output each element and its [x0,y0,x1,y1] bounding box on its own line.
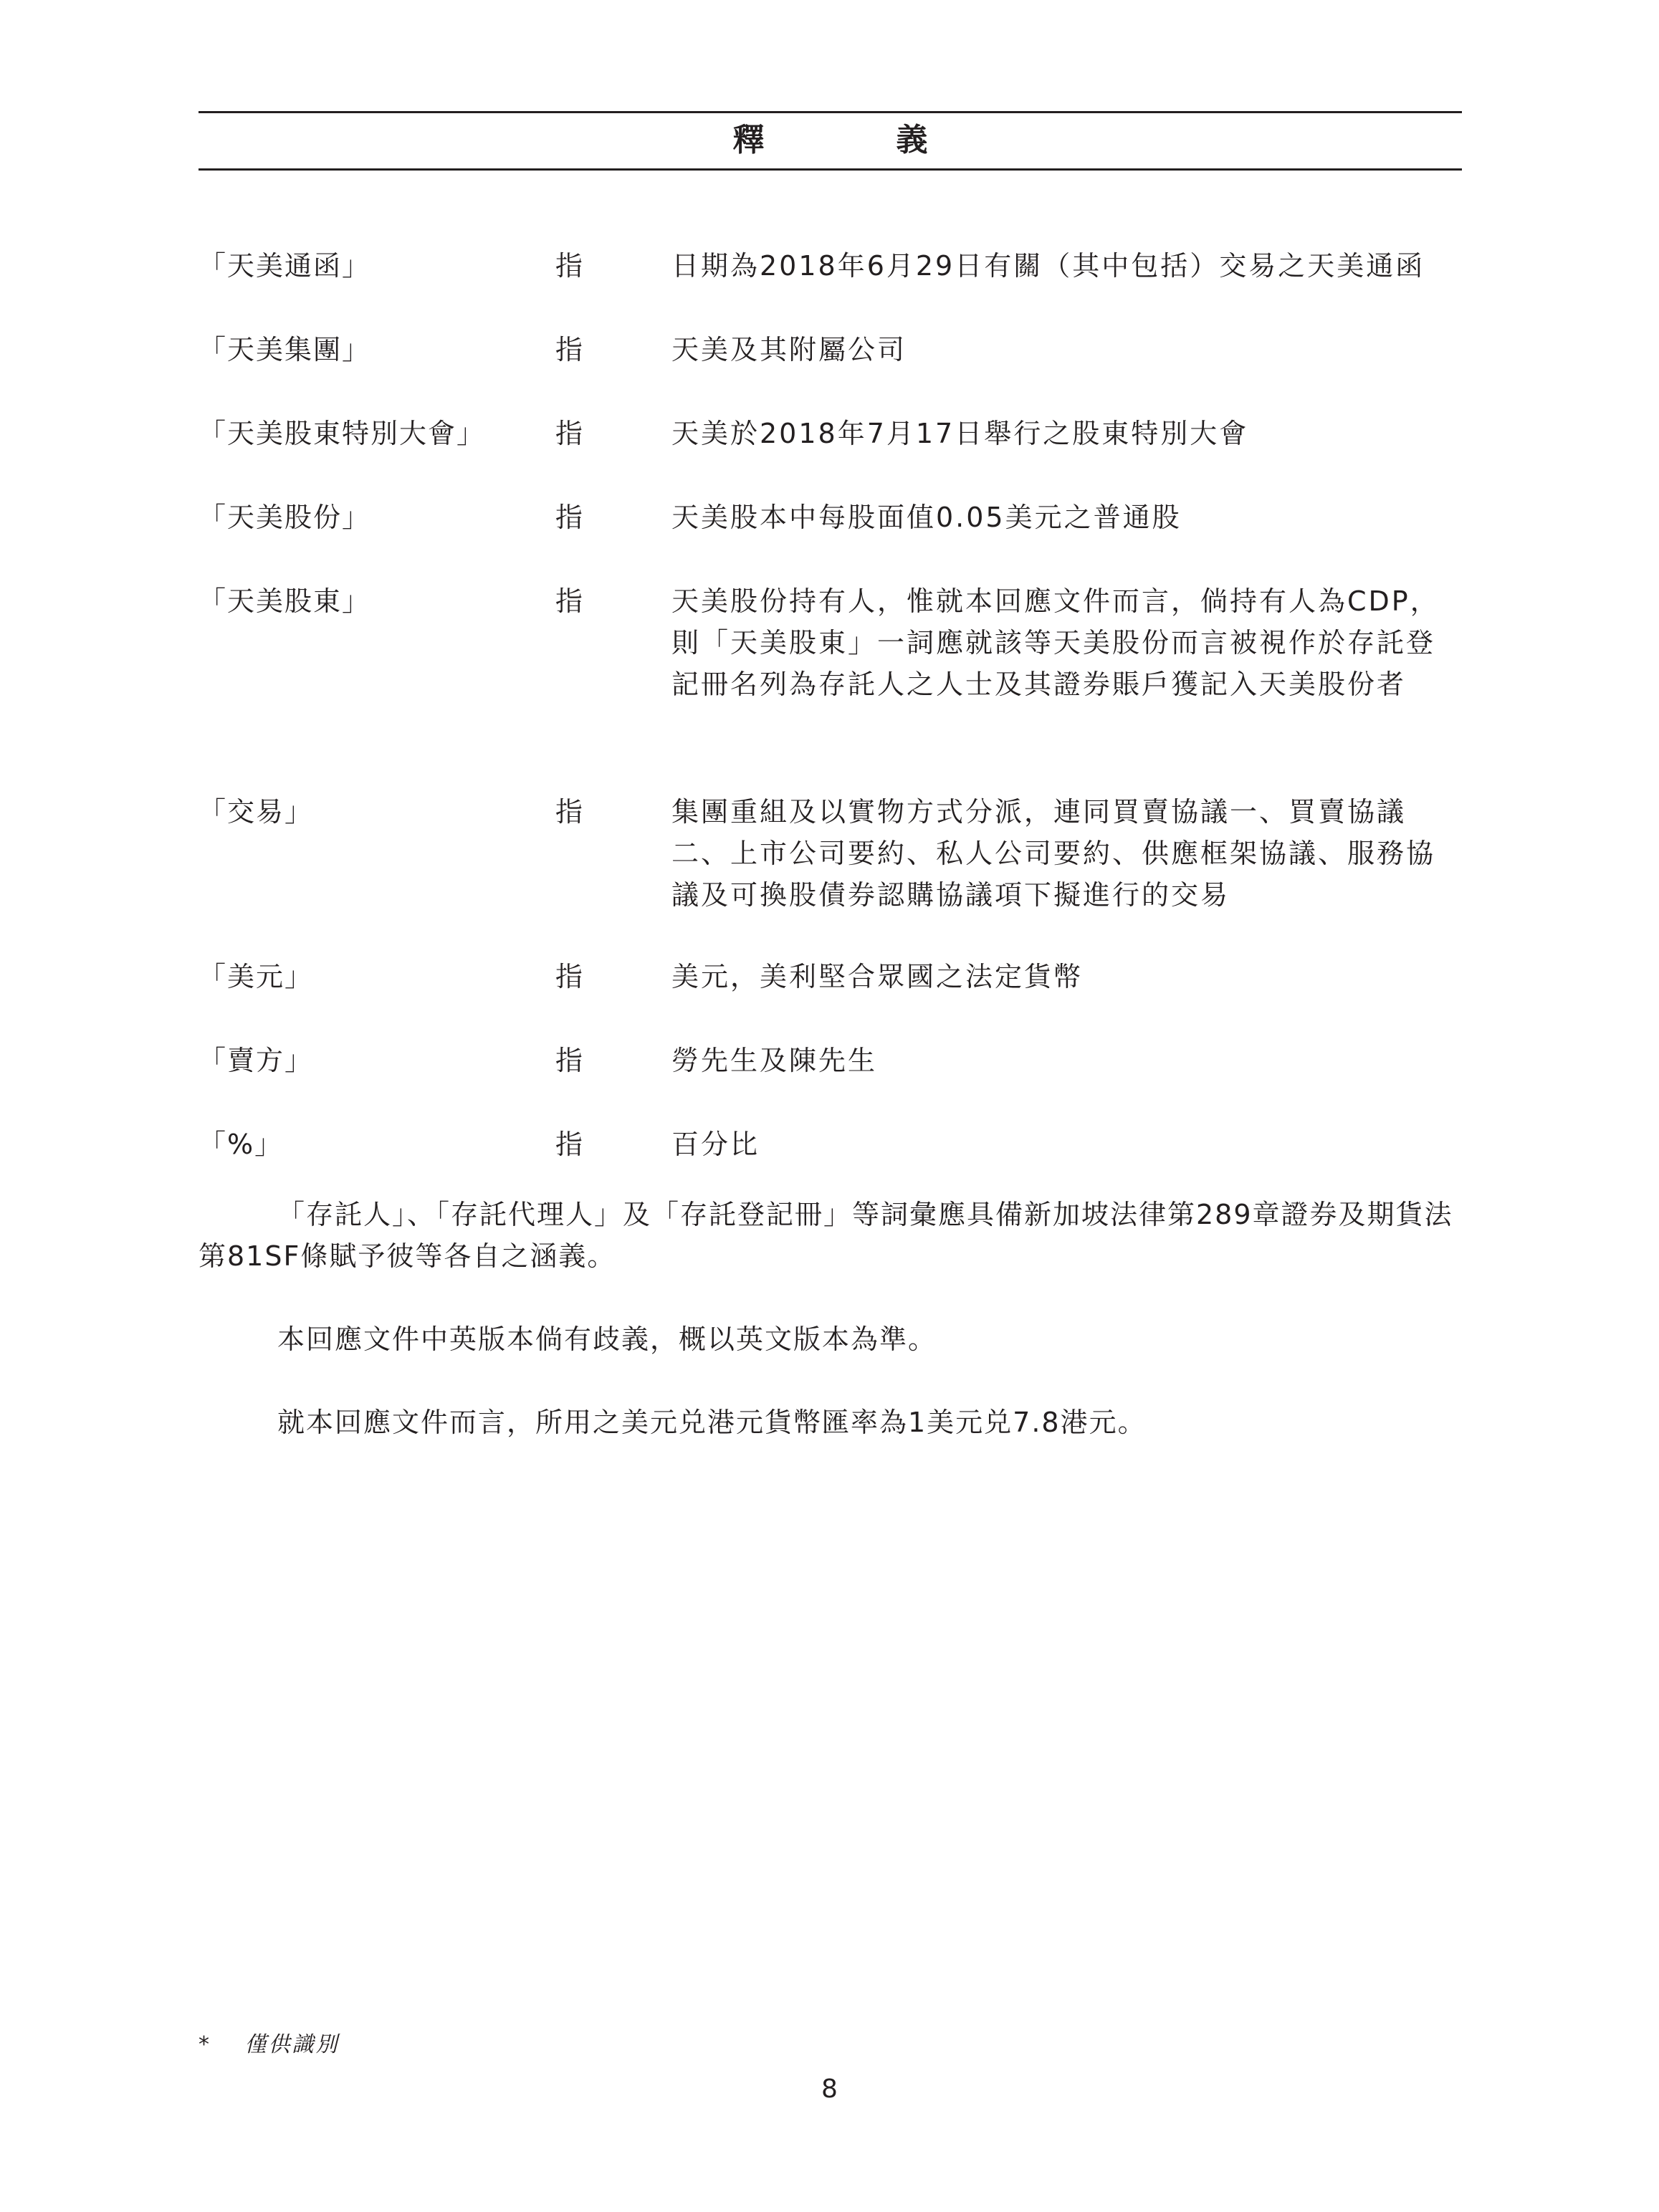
definition-text: 天美股份持有人，惟就本回應文件而言，倘持有人為CDP，則「天美股東」一詞應就該等天美股份而言被視作於存託登記冊名列為存託人之人士及其證券賬戶獲記入天美股份者 [671,585,1440,700]
definition-text: 天美及其附屬公司 [671,334,907,365]
page-number: 8 [821,2074,838,2104]
paragraph-language-version: 本回應文件中英版本倘有歧義，概以英文版本為準。 [277,1323,937,1355]
definition-text: 日期為2018年6月29日有關（其中包括）交易之天美通函 [671,250,1425,282]
definition-means: 指 [555,1045,583,1076]
definition-means: 指 [555,1129,583,1160]
definition-term: 「天美股東」 [199,585,371,617]
definition-term: 「%」 [199,1129,284,1160]
definition-term: 「天美股份」 [199,502,371,533]
header-rule-bottom [199,168,1462,171]
definition-text: 天美於2018年7月17日舉行之股東特別大會 [671,418,1249,449]
paragraph-exchange-rate: 就本回應文件而言，所用之美元兑港元貨幣匯率為1美元兑7.8港元。 [277,1407,1147,1438]
definition-text: 勞先生及陳先生 [671,1045,878,1076]
definition-term: 「交易」 [199,796,314,828]
paragraph-depository-terms: 「存託人」、「存託代理人」及「存託登記冊」等詞彙應具備新加坡法律第289章證券及期貨法第81SF條賦予彼等各自之涵義。 [199,1199,1453,1272]
definition-term: 「天美通函」 [199,250,371,282]
definition-text: 美元，美利堅合眾國之法定貨幣 [671,961,1084,992]
definition-means: 指 [555,502,583,533]
definition-term: 「美元」 [199,961,314,992]
definition-means: 指 [555,961,583,992]
definition-text: 天美股本中每股面值0.05美元之普通股 [671,502,1182,533]
definition-term: 「天美股東特別大會」 [199,418,486,449]
footnote-marker: * [199,2032,211,2057]
definition-means: 指 [555,585,583,617]
definition-term: 「賣方」 [199,1045,314,1076]
definition-means: 指 [555,250,583,282]
definition-means: 指 [555,418,583,449]
page-title: 釋 義 [732,122,978,158]
definition-text: 集團重組及以實物方式分派，連同買賣協議一、買賣協議二、上市公司要約、私人公司要約、供應框架協議、服務協議及可換股債券認購協議項下擬進行的交易 [671,796,1436,911]
footnote [199,2026,340,2058]
footnote-text: 僅供識別 [244,2032,340,2057]
definition-text: 百分比 [671,1129,760,1160]
definition-term: 「天美集團」 [199,334,371,365]
definition-means: 指 [555,334,583,365]
header-rule-top [199,111,1462,113]
definition-means: 指 [555,796,583,828]
